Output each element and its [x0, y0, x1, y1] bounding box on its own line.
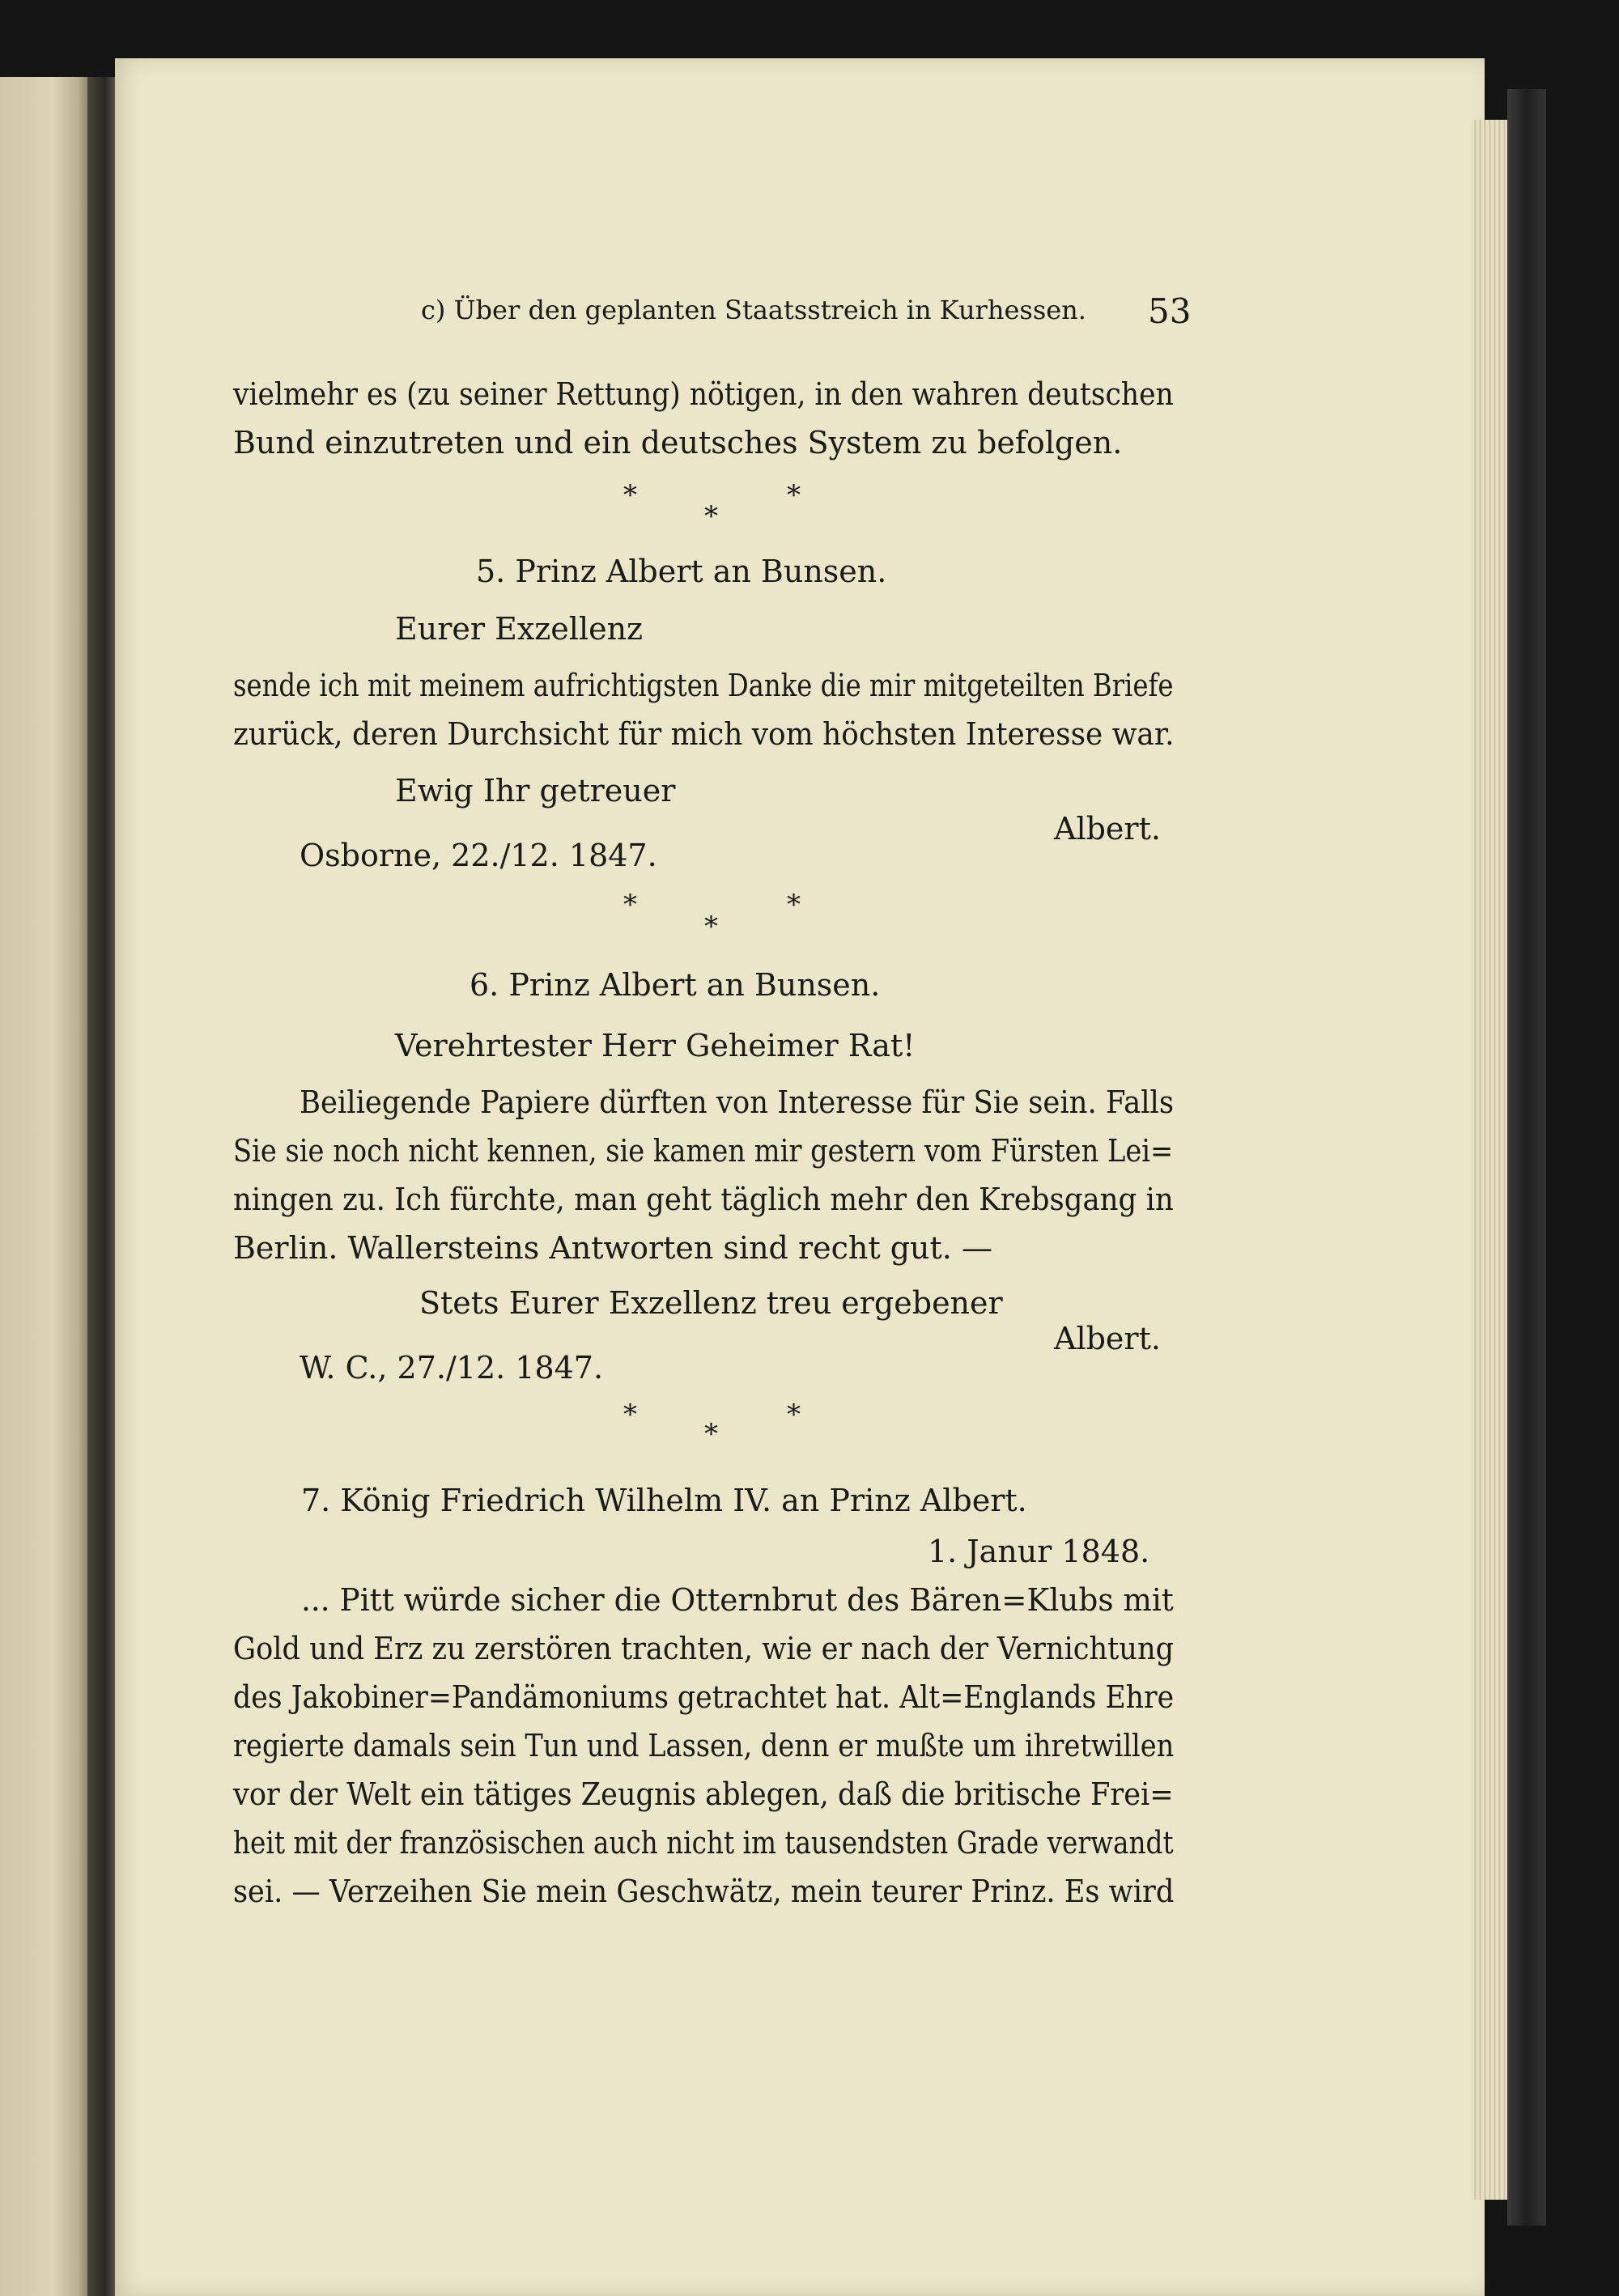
text-line: Sie sie noch nicht kennen, sie kamen mir gestern vom Fürsten Lei= [233, 1133, 1174, 1169]
letter-heading: 7. König Friedrich Wilhelm IV. an Prinz Albert. [301, 1483, 1027, 1518]
facing-page [0, 77, 96, 2296]
letter-heading: 6. Prinz Albert an Bunsen. [470, 967, 881, 1003]
salutation: Verehrtester Herr Geheimer Rat! [395, 1028, 916, 1063]
salutation: Eurer Exzellenz [395, 611, 644, 647]
closing: Ewig Ihr getreuer [395, 773, 676, 808]
letter-heading: 5. Prinz Albert an Bunsen. [476, 554, 887, 589]
page-edges [1472, 120, 1509, 2200]
text-line: sende ich mit meinem aufrichtigsten Danke die mir mitgeteilten Briefe [233, 668, 1174, 703]
text-line: ningen zu. Ich fürchte, man geht täglich mehr den Krebsgang in [233, 1182, 1174, 1217]
text-line: zurück, deren Durchsicht für mich vom höchsten Interesse war. [233, 716, 1175, 752]
place-date: Osborne, 22./12. 1847. [300, 838, 657, 873]
book-scan: c) Über den geplanten Staatsstreich in Kurhessen. 53 vielmehr es (zu seiner Rettung) nötigen, in den wahren deutschen Bund einzutreten und ein deutsches System zu befolgen. * * * 5. Prinz Albert an Bunsen. Eurer Exzellenz sende ich mit meinem aufrichtigsten Danke die mir mitgeteilten Briefe zurück, deren Durchsicht für mich vom höchsten Interesse war. Ewig Ihr getreuer Albert. Osborne, 22./12. 1847. * * * 6. Prinz Albert an Bunsen. Verehrtester Herr Geheimer Rat! Beiliegende Papiere dürften von Interesse für Sie sein. Falls Sie sie noch nicht kennen, sie kamen mir gestern vom Fürsten Lei= ningen zu. Ich fürchte, man geht täglich mehr den Krebsgang in Berlin. Wallersteins Antworten sind recht gut. — Stets Eurer Exzellenz treu ergebener Albert. W. C., 27./12. 1847. * * * 7. König Friedrich Wilhelm IV. an Prinz Albert. 1. Janur 1848. ... Pitt würde sicher die Otternbrut des Bären=Klubs mit Gold und Erz zu zerstören trachten, wie er nach der Vernichtung des Jakobiner=Pandämoniums getrachtet hat. Alt=Englands Ehre regierte damals sein Tun und Lassen, denn er mußte um ihretwillen vor der Welt ein tätiges Zeugnis ablegen, daß die britische Frei= heit mit der französischen auch nicht im tausendsten Grade verwandt sei. — Verzeihen Sie mein Geschwätz, mein teurer Prinz. Es wird [0, 0, 1619, 2296]
place-date: W. C., 27./12. 1847. [300, 1350, 604, 1386]
text-line: heit mit der französischen auch nicht im tausendsten Grade verwandt [233, 1825, 1174, 1861]
text-line: Gold und Erz zu zerstören trachten, wie er nach der Vernichtung [233, 1631, 1175, 1666]
text-line: Beiliegende Papiere dürften von Interesse für Sie sein. Falls [300, 1084, 1174, 1120]
running-title: c) Über den geplanten Staatsstreich in Kurhessen. [421, 295, 1086, 325]
signature: Albert. [1054, 1321, 1161, 1356]
text-line: ... Pitt würde sicher die Otternbrut des Bären=Klubs mit [301, 1582, 1174, 1618]
text-line: Bund einzutreten und ein deutsches System zu befolgen. [233, 425, 1123, 460]
text-line: regierte damals sein Tun und Lassen, denn er mußte um ihretwillen [233, 1728, 1175, 1763]
text-line: sei. — Verzeihen Sie mein Geschwätz, mein teurer Prinz. Es wird [233, 1874, 1175, 1909]
closing: Stets Eurer Exzellenz treu ergebener [419, 1285, 1003, 1321]
letter-date: 1. Janur 1848. [928, 1534, 1150, 1569]
text-line: Berlin. Wallersteins Antworten sind recht gut. — [233, 1230, 992, 1266]
text-line: vor der Welt ein tätiges Zeugnis ablegen, daß die britische Frei= [233, 1776, 1174, 1812]
signature: Albert. [1054, 811, 1161, 847]
text-line: vielmehr es (zu seiner Rettung) nötigen, in den wahren deutschen [233, 376, 1174, 412]
book-cover-edge [1507, 89, 1546, 2226]
book-gutter [87, 77, 117, 2296]
page-number: 53 [1148, 291, 1192, 331]
text-line: des Jakobiner=Pandämoniums getrachtet hat. Alt=Englands Ehre [233, 1679, 1175, 1715]
